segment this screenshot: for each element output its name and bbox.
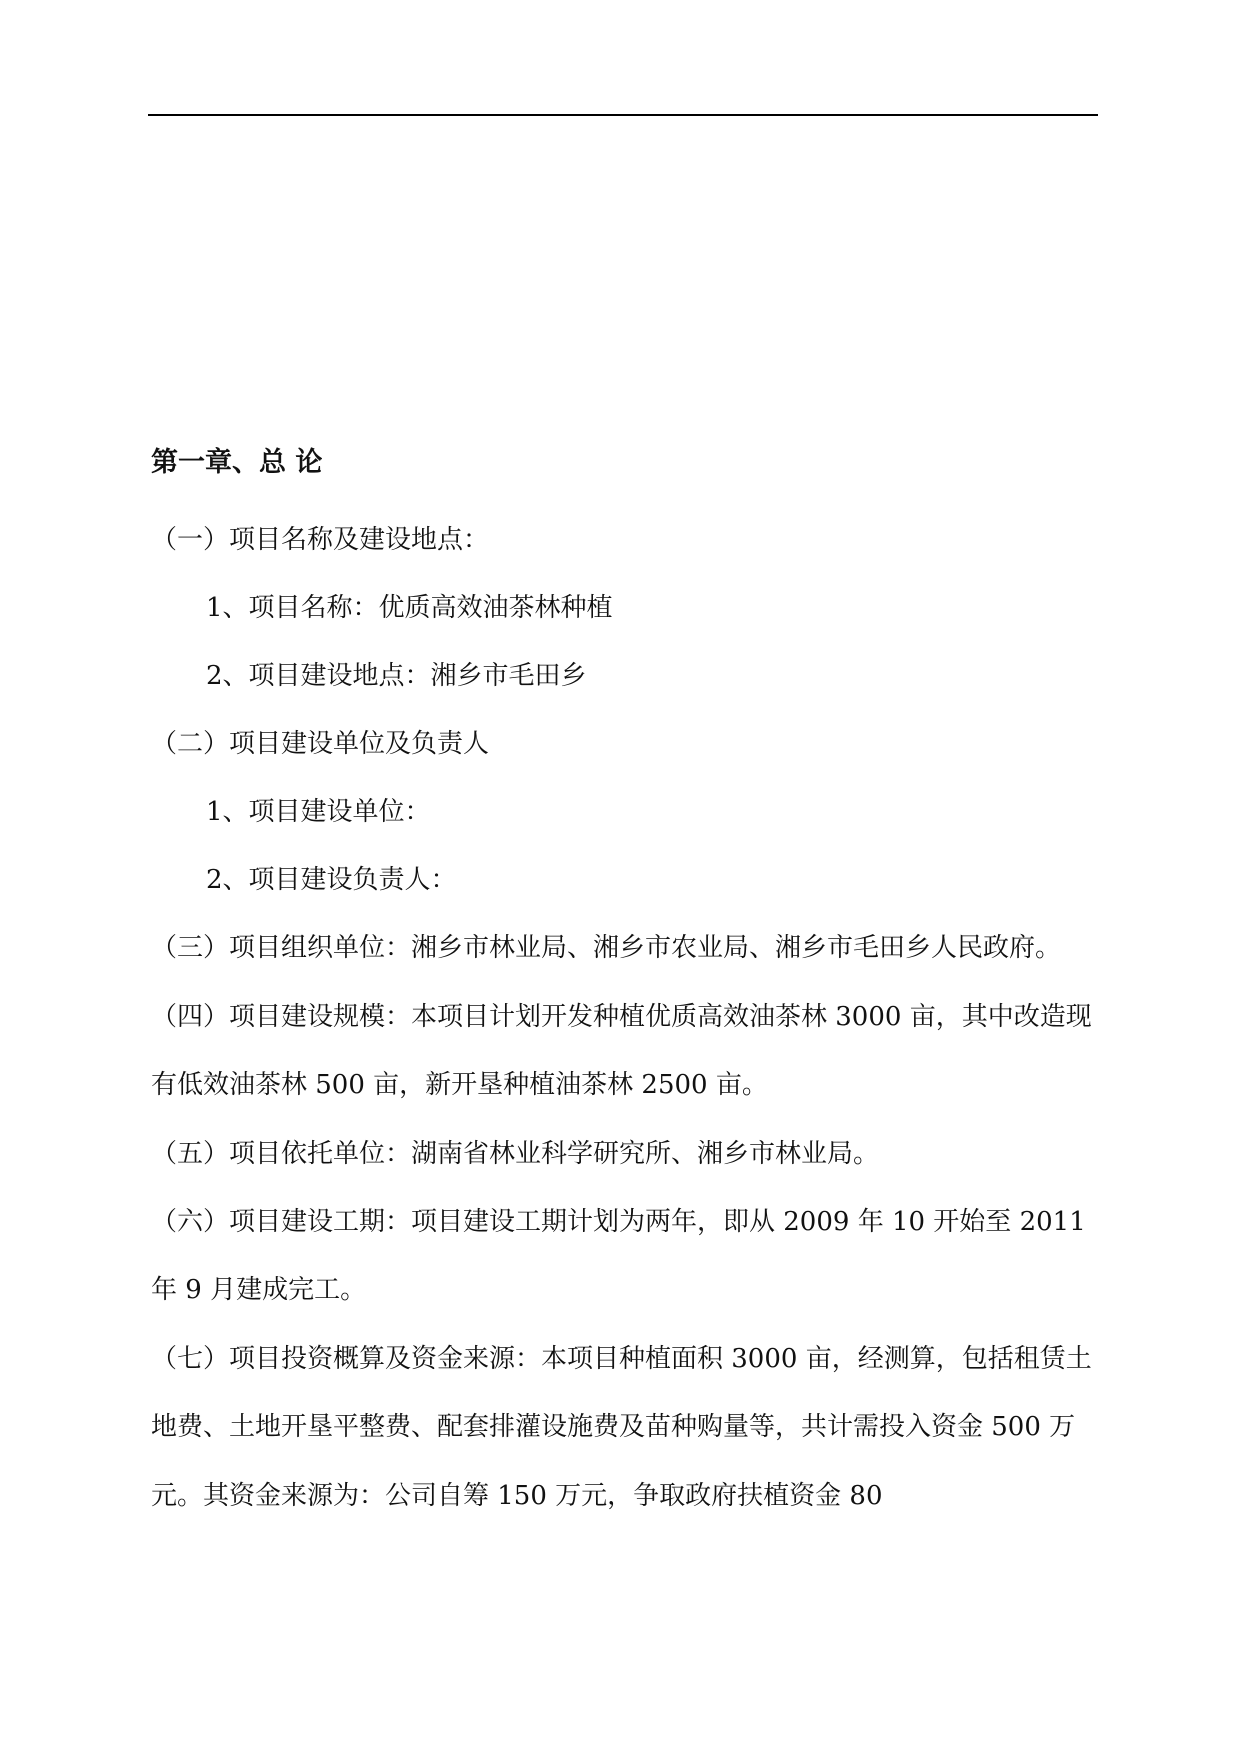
project-name-line: 1、项目名称：优质高效油茶林种植 bbox=[206, 593, 613, 623]
section-5-paragraph: （五）项目依托单位：湖南省林业科学研究所、湘乡市林业局。 bbox=[151, 1138, 880, 1169]
chapter-title: 第一章、总 论 bbox=[151, 447, 323, 478]
document-body bbox=[151, 438, 1096, 1530]
project-location-line: 2、项目建设地点：湘乡市毛田乡 bbox=[206, 661, 587, 691]
section-2-heading: （二）项目建设单位及负责人 bbox=[151, 729, 490, 759]
construction-lead-line: 2、项目建设负责人： bbox=[206, 865, 457, 895]
construction-unit-line: 1、项目建设单位： bbox=[206, 797, 431, 827]
section-7-paragraph: （七）项目投资概算及资金来源：本项目种植面积 3000 亩，经测算，包括租赁土地费、土地开垦平整费、配套排灌设施费及苗种购量等，共计需投入资金 500 万元。其资金来源为：公司自筹 150 万元，争取政府扶植资金 80 bbox=[151, 1343, 1092, 1511]
section-4-paragraph: （四）项目建设规模：本项目计划开发种植优质高效油茶林 3000 亩，其中改造现有低效油茶林 500 亩，新开垦种植油茶林 2500 亩。 bbox=[151, 1001, 1092, 1100]
section-6-paragraph: （六）项目建设工期：项目建设工期计划为两年，即从 2009 年 10 开始至 2011 年 9 月建成完工。 bbox=[151, 1206, 1086, 1305]
section-3-paragraph: （三）项目组织单位：湘乡市林业局、湘乡市农业局、湘乡市毛田乡人民政府。 bbox=[151, 933, 1062, 963]
header-rule bbox=[148, 114, 1098, 116]
section-1-heading: （一）项目名称及建设地点： bbox=[151, 525, 490, 555]
